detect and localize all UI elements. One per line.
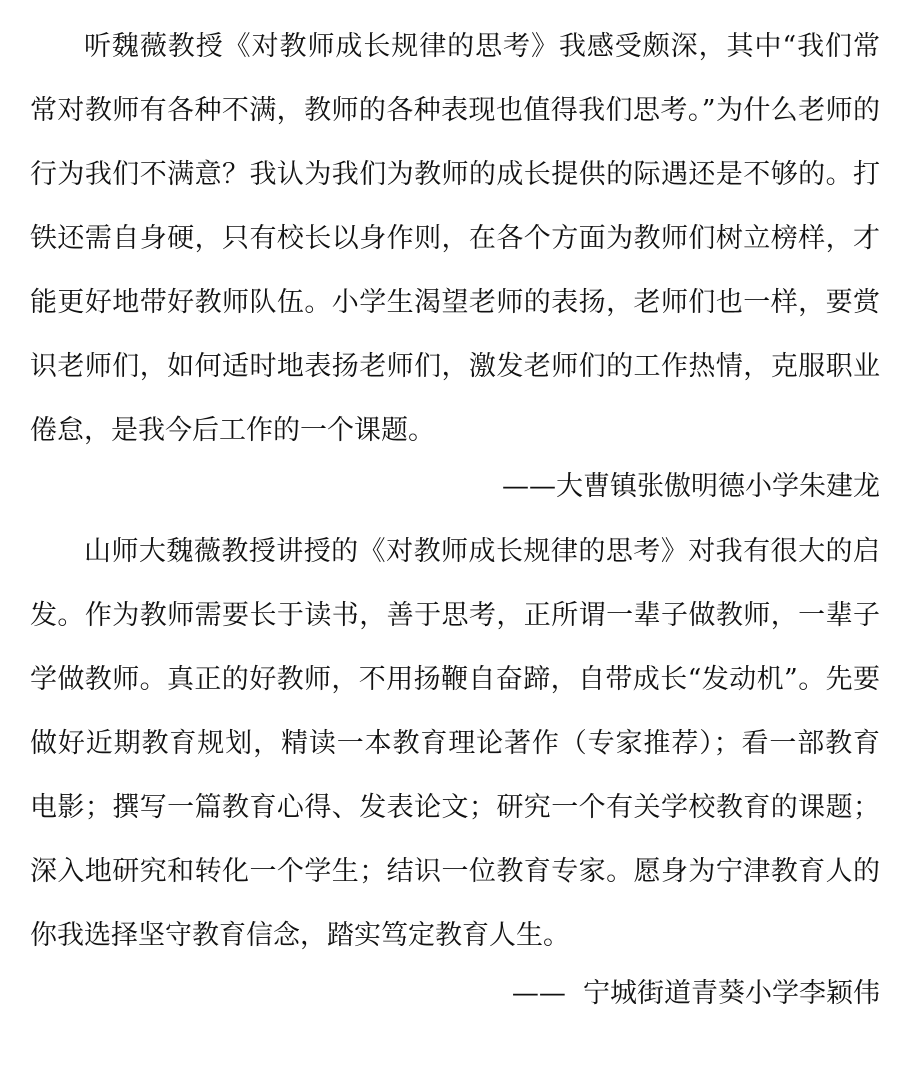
signature-line-1 (30, 455, 880, 519)
author-signature-2: —— 宁城街道青葵小学李颖伟 (511, 978, 880, 1009)
reflection-entry-1 (30, 15, 880, 463)
reflection-paragraph-1: 听魏薇教授《对教师成长规律的思考》我感受颇深，其中“我们常常对教师有各种不满，教师的各种表现也值得我们思考。”为什么老师的行为我们不满意？我认为我们为教师的成长提供的际遇还是不够的。打铁还需自身硬，只有校长以身作则，在各个方面为教师们树立榜样，才能更好地带好教师队伍。小学生渴望老师的表扬，老师们也一样，要赏识老师们，如何适时地表扬老师们，激发老师们的工作热情，克服职业倦怠，是我今后工作的一个课题。 (30, 31, 880, 446)
reflection-entry-2 (30, 520, 880, 968)
reflection-paragraph-2: 山师大魏薇教授讲授的《对教师成长规律的思考》对我有很大的启发。作为教师需要长于读书，善于思考，正所谓一辈子做教师，一辈子学做教师。真正的好教师，不用扬鞭自奋蹄，自带成长“发动机”。先要做好近期教育规划，精读一本教育理论著作（专家推荐）；看一部教育电影；撰写一篇教育心得、发表论文；研究一个有关学校教育的课题；深入地研究和转化一个学生；结识一位教育专家。愿身为宁津教育人的你我选择坚守教育信念，踏实笃定教育人生。 (30, 536, 880, 951)
author-signature-1: ——大曹镇张傲明德小学朱建龙 (502, 471, 880, 502)
signature-line-2 (30, 962, 880, 1026)
